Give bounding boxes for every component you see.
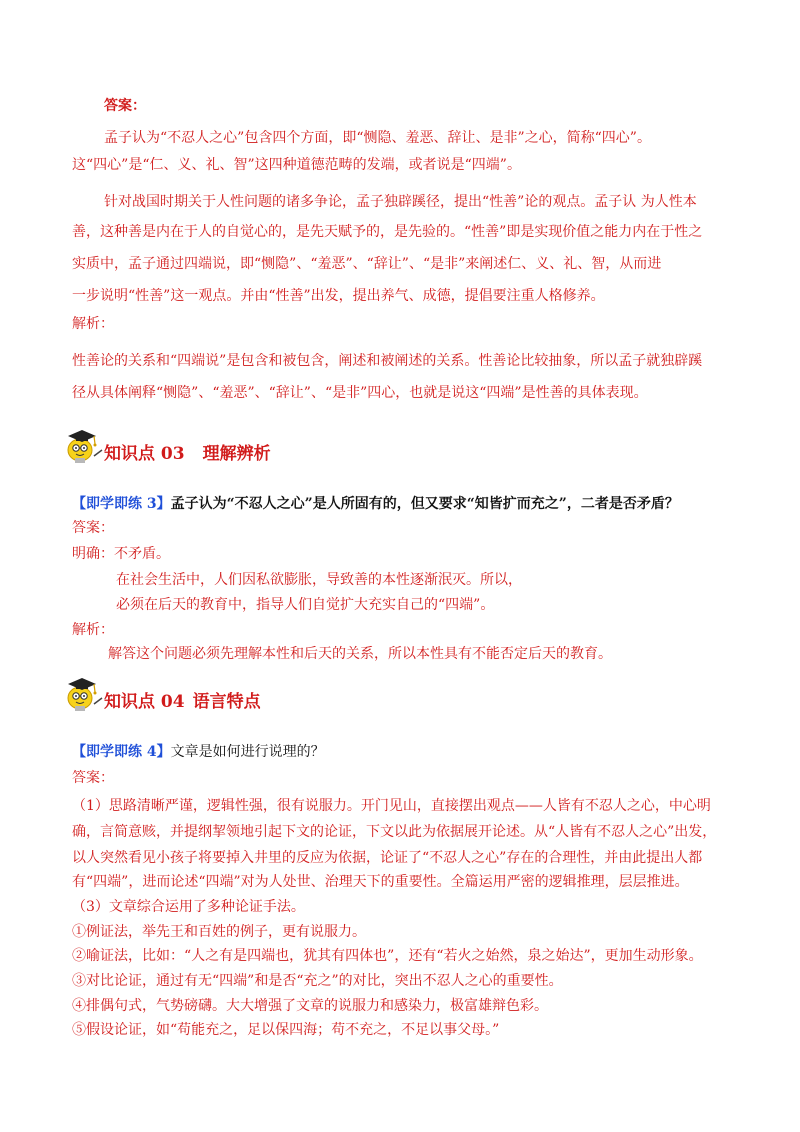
exercise-4 xyxy=(72,742,325,762)
analysis-line: 性善论的关系和“四端说”是包含和被包含，阐述和被阐述的关系。性善论比较抽象，所以孟子就独辟蹊 xyxy=(72,353,703,369)
answer-line: 明确：不矛盾。 xyxy=(72,546,170,562)
heading-number: 知识点 03 xyxy=(104,444,185,464)
analysis-line: 径从具体阐释“恻隐”、“羞恶”、“辞让”、“是非”四心，也就是说这“四端”是性善的具体表现。 xyxy=(72,385,648,401)
answer-line: 必须在后天的教育中，指导人们自觉扩大充实自己的“四端”。 xyxy=(116,597,495,613)
answer-line: 一步说明“性善”这一观点。并由“性善”出发，提出养气、成德，提倡要注重人格修养。 xyxy=(72,288,605,304)
answer-label: 答案： xyxy=(72,520,114,536)
answer-line: 以人突然看见小孩子将要掉入井里的反应为依据，论证了“不忍人之心”存在的合理性，并由此提出人都 xyxy=(72,850,703,866)
answer-line: 这“四心”是“仁、义、礼、智”这四种道德范畴的发端，或者说是“四端”。 xyxy=(72,157,521,173)
analysis-line: 解答这个问题必须先理解本性和后天的关系，所以本性具有不能否定后天的教育。 xyxy=(108,646,612,662)
heading-text: 语言特点 xyxy=(192,692,261,712)
section-heading-kp03 xyxy=(104,442,271,466)
answer-line: （1）思路清晰严谨，逻辑性强，很有说服力。开门见山，直接摆出观点——人皆有不忍人之心，中心明 xyxy=(72,798,711,814)
exercise-tag: 【即学即练 4】 xyxy=(72,744,171,760)
answer-line: ④排偶句式，气势磅礴。大大增强了文章的说服力和感染力，极富雄辩色彩。 xyxy=(72,998,548,1014)
lightbulb-scholar-icon xyxy=(64,420,104,464)
answer-line: ①例证法，举先王和百姓的例子，更有说服力。 xyxy=(72,924,366,940)
answer-line: ③对比论证，通过有无“四端”和是否“充之”的对比，突出不忍人之心的重要性。 xyxy=(72,973,563,989)
answer-line: 有“四端”，进而论述“四端”对为人处世、治理天下的重要性。全篇运用严密的逻辑推理，层层推进。 xyxy=(72,874,689,890)
exercise-question: 孟子认为“不忍人之心”是人所固有的，但又要求“知皆扩而充之”，二者是否矛盾？ xyxy=(170,496,679,512)
lightbulb-scholar-icon xyxy=(64,668,104,712)
exercise-tag: 【即学即练 3】 xyxy=(72,496,171,512)
answer-label: 答案： xyxy=(104,98,146,114)
section-heading-kp04 xyxy=(104,690,261,714)
answer-label: 答案： xyxy=(72,770,114,786)
exercise-3 xyxy=(72,494,679,514)
answer-line: 实质中，孟子通过四端说，即“恻隐”、“羞恶”、“辞让”、“是非”来阐述仁、义、礼、智，从而进 xyxy=(72,256,662,272)
answer-line: 孟子认为“不忍人之心”包含四个方面，即“恻隐、羞恶、辞让、是非”之心，简称“四心”。 xyxy=(104,130,651,146)
exercise-question: 文章是如何进行说理的？ xyxy=(170,744,325,760)
answer-line: 确，言简意赅，并提纲挈领地引起下文的论证，下文以此为依据展开论述。从“人皆有不忍人之心”出发， xyxy=(72,824,717,840)
answer-line: 善，这种善是内在于人的自觉心的，是先天赋予的，是先验的。“性善”即是实现价值之能力内在于性之 xyxy=(72,224,703,240)
answer-line: 针对战国时期关于人性问题的诸多争论，孟子独辟蹊径，提出“性善”论的观点。孟子认 为人性本 xyxy=(104,194,697,210)
analysis-label: 解析： xyxy=(72,622,114,638)
answer-line: 在社会生活中，人们因私欲膨胀，导致善的本性逐渐泯灭。所以， xyxy=(116,572,522,588)
analysis-label: 解析： xyxy=(72,316,114,332)
answer-line: ⑤假设论证，如“苟能充之，足以保四海；苟不充之，不足以事父母。” xyxy=(72,1022,500,1038)
heading-text: 理解辨析 xyxy=(202,444,271,464)
heading-number: 知识点 04 xyxy=(104,692,185,712)
answer-line: （3）文章综合运用了多种论证手法。 xyxy=(72,899,305,915)
answer-line: ②喻证法，比如：“人之有是四端也，犹其有四体也”，还有“若火之始然，泉之始达”，更加生动形象。 xyxy=(72,948,703,964)
